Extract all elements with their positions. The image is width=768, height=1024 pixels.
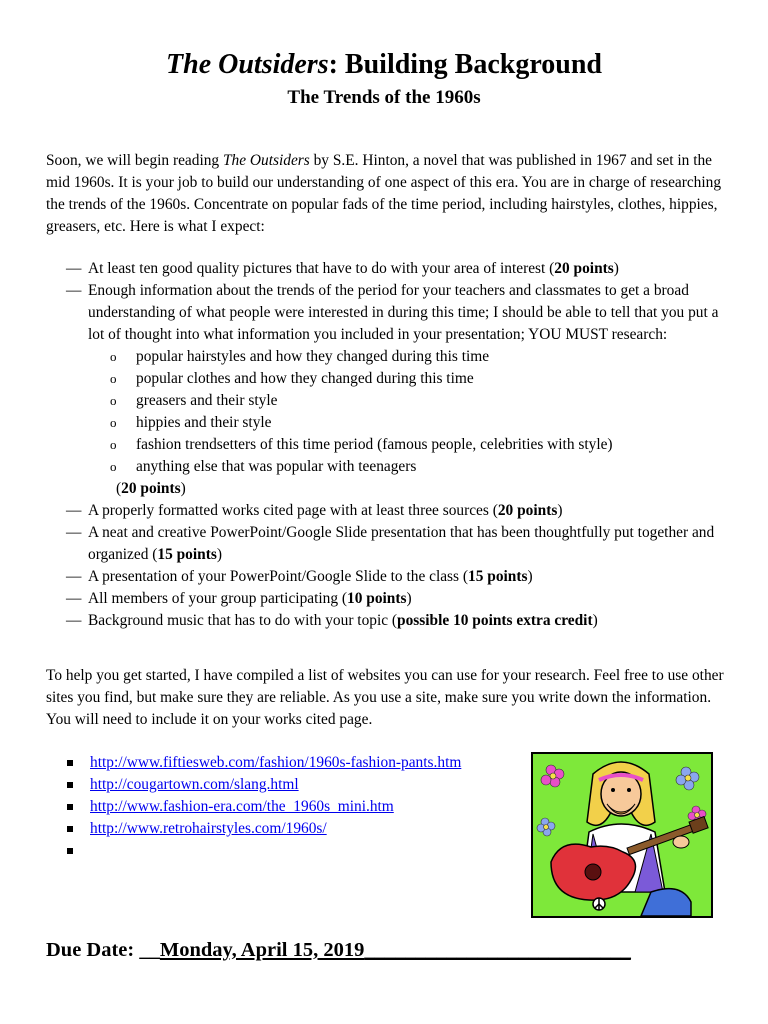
requirement-item: — Background music that has to do with your topic (possible 10 points extra credit) <box>66 610 736 632</box>
circle-bullet-icon: o <box>110 393 117 408</box>
list-item <box>66 818 526 840</box>
list-item <box>66 752 526 774</box>
list-item: o popular clothes and how they changed during this time <box>110 368 736 390</box>
requirement-item: — A presentation of your PowerPoint/Google Slide to the class (15 points) <box>66 566 736 588</box>
hippie-guitar-clipart <box>531 752 713 918</box>
requirement-item: — All members of your group participating (10 points) <box>66 588 736 610</box>
page-title <box>0 48 768 82</box>
website-link[interactable]: http://www.retrohairstyles.com/1960s/ <box>90 820 327 837</box>
circle-bullet-icon: o <box>110 459 117 474</box>
requirement-item: — A neat and creative PowerPoint/Google Slide presentation that has been thoughtfully put together and organized (15 points) <box>66 524 715 563</box>
dash-icon: — <box>66 502 82 519</box>
circle-bullet-icon: o <box>110 349 117 364</box>
list-item <box>66 774 526 796</box>
requirement-item: — A properly formatted works cited page with at least three sources (20 points) <box>66 500 736 522</box>
list-item <box>66 796 526 818</box>
square-bullet-icon <box>67 782 73 788</box>
requirement-item: — At least ten good quality pictures that have to do with your area of interest (20 points) <box>66 258 736 280</box>
square-bullet-icon <box>67 848 73 854</box>
website-link[interactable]: http://www.fashion-era.com/the_1960s_mini.htm <box>90 798 394 815</box>
square-bullet-icon <box>67 760 73 766</box>
dash-icon: — <box>66 568 82 585</box>
title-rest: : Building Background <box>328 49 602 80</box>
website-link[interactable]: http://www.fiftiesweb.com/fashion/1960s-fashion-pants.htm <box>90 754 462 771</box>
list-item: o greasers and their style <box>110 390 736 412</box>
dash-icon: — <box>66 524 82 541</box>
book-title: The Outsiders <box>166 49 329 80</box>
intro-book-title: The Outsiders <box>222 152 310 169</box>
requirement-item: — Enough information about the trends of the period for your teachers and classmates to get a broad understanding of what people were interested in during this time; I should be able to tell that you put a lot of thought into what information you included in your presentation; YOU MUST research: <box>66 282 719 343</box>
due-date-value: Monday, April 15, 2019__________________________ <box>159 939 631 961</box>
circle-bullet-icon: o <box>110 371 117 386</box>
dash-icon: — <box>66 590 82 607</box>
list-item: o hippies and their style <box>110 412 736 434</box>
list-item: o fashion trendsetters of this time period (famous people, celebrities with style) <box>110 434 736 456</box>
due-date: Due Date: __Monday, April 15, 2019__________________________ <box>46 939 631 961</box>
research-points: (20 points) <box>116 480 186 497</box>
circle-bullet-icon: o <box>110 415 117 430</box>
website-link[interactable]: http://cougartown.com/slang.html <box>90 776 299 793</box>
peace-sign-icon <box>593 898 605 910</box>
help-paragraph: To help you get started, I have compiled a list of websites you can use for your research. Feel free to use other sites you find, but make sure they are reliable. As you use a site, make sure you write down the information. You will need to include it on your works cited page. <box>46 667 724 728</box>
dash-icon: — <box>66 612 82 629</box>
list-item: o anything else that was popular with teenagers <box>110 456 736 478</box>
square-bullet-icon <box>67 826 73 832</box>
dash-icon: — <box>66 260 82 277</box>
list-item: o popular hairstyles and how they changed during this time <box>110 346 736 368</box>
list-item <box>66 840 526 862</box>
page-subtitle: The Trends of the 1960s <box>287 87 481 108</box>
requirements-list <box>66 258 736 632</box>
square-bullet-icon <box>67 804 73 810</box>
research-topics-list <box>66 346 736 478</box>
website-links-list <box>66 752 526 862</box>
circle-bullet-icon: o <box>110 437 117 452</box>
dash-icon: — <box>66 282 82 299</box>
intro-paragraph: Soon, we will begin reading The Outsiders by S.E. Hinton, a novel that was published in 1967 and set in the mid 1960s. It is your job to build our understanding of one aspect of this era. You are in charge of researching the trends of the 1960s. Concentrate on popular fads of the time period, including hairstyles, clothes, hippies, greasers, etc. Here is what I expect: <box>46 152 722 235</box>
